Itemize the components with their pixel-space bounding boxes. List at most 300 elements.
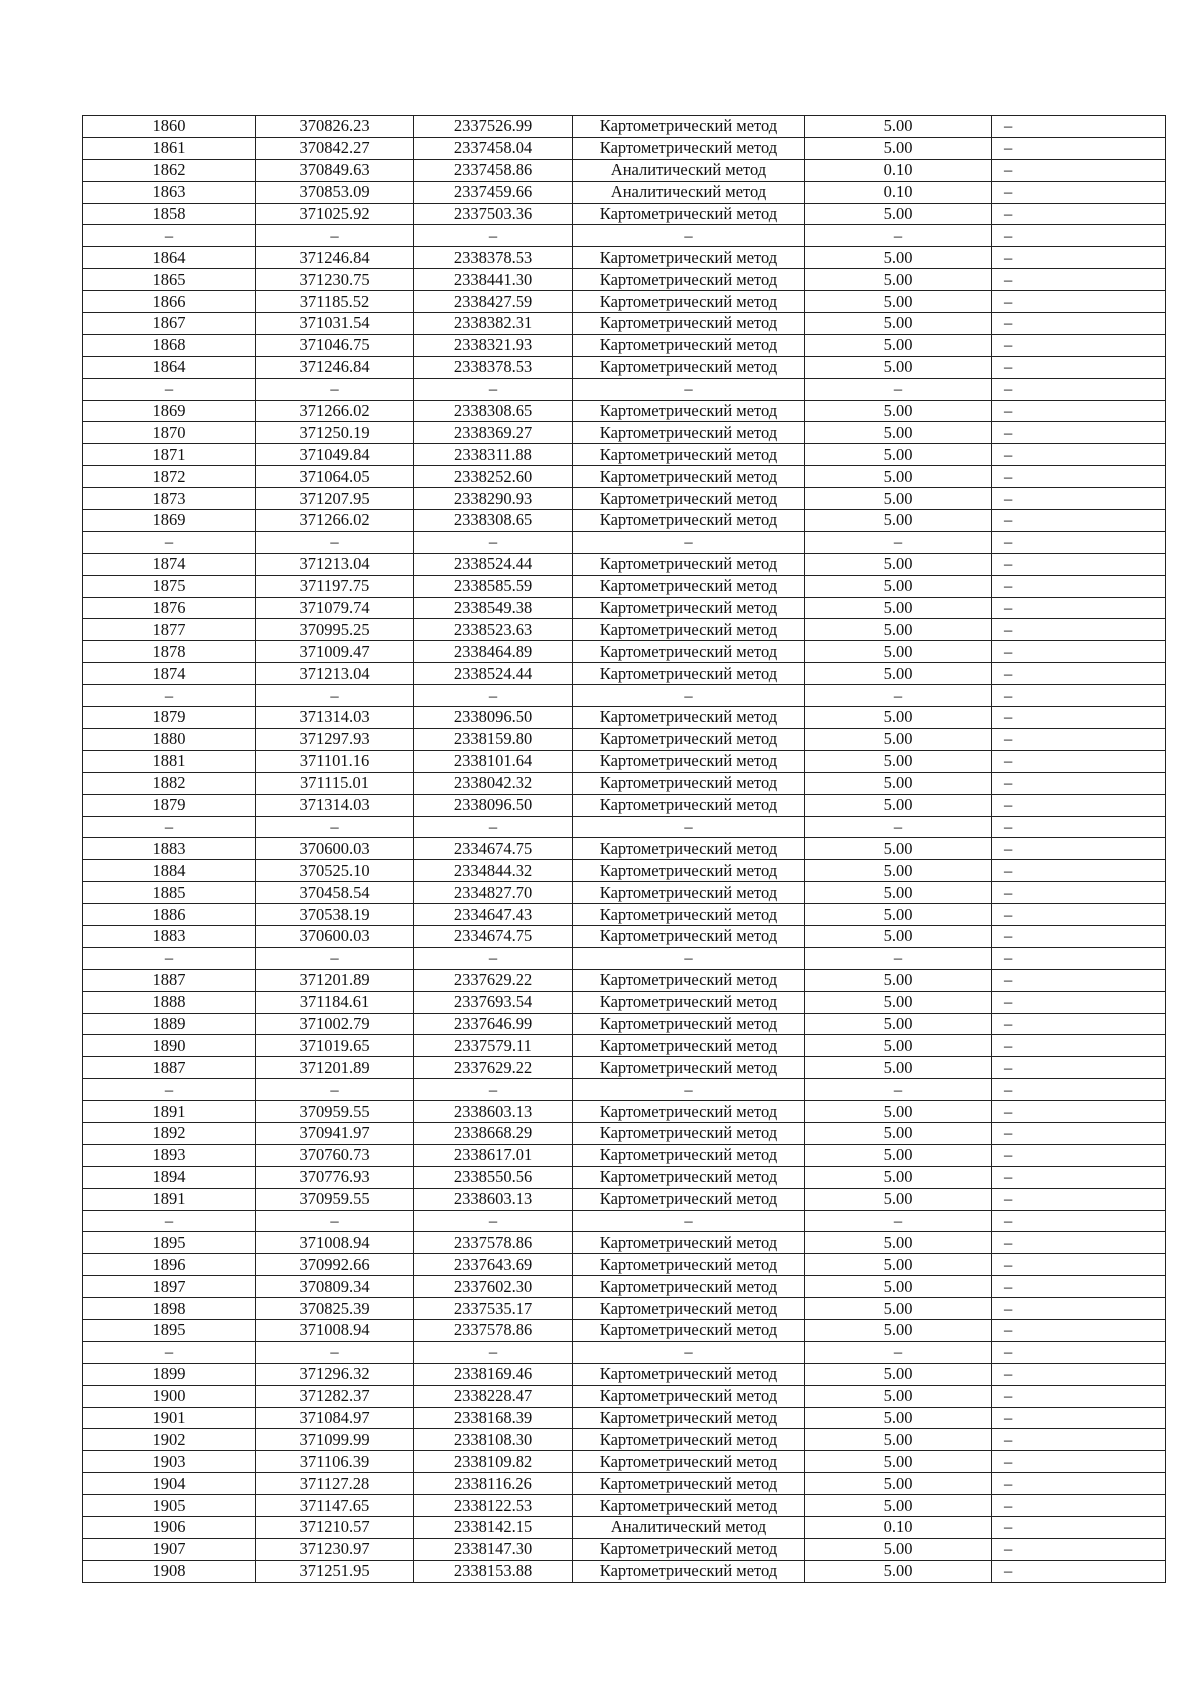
x-coordinate-cell: 370842.27 xyxy=(256,137,414,159)
table-row xyxy=(83,1101,1166,1123)
description-cell: – xyxy=(992,1341,1166,1363)
x-coordinate-cell: 370458.54 xyxy=(256,882,414,904)
description-cell: – xyxy=(992,1451,1166,1473)
point-number-cell: 1871 xyxy=(83,444,256,466)
table-row xyxy=(83,575,1166,597)
y-coordinate-cell: 2338603.13 xyxy=(414,1188,573,1210)
method-cell: Картометрический метод xyxy=(573,772,805,794)
x-coordinate-cell: 370853.09 xyxy=(256,181,414,203)
table-row xyxy=(83,728,1166,750)
table-row xyxy=(83,597,1166,619)
description-cell: – xyxy=(992,619,1166,641)
point-number-cell: – xyxy=(83,531,256,553)
table-row xyxy=(83,1166,1166,1188)
point-number-cell: 1864 xyxy=(83,356,256,378)
table-row xyxy=(83,334,1166,356)
description-cell: – xyxy=(992,772,1166,794)
point-number-cell: 1908 xyxy=(83,1560,256,1582)
point-number-cell: 1883 xyxy=(83,925,256,947)
point-number-cell: 1903 xyxy=(83,1451,256,1473)
description-cell: – xyxy=(992,1319,1166,1341)
description-cell: – xyxy=(992,1363,1166,1385)
x-coordinate-cell: 371099.99 xyxy=(256,1429,414,1451)
y-coordinate-cell: 2334844.32 xyxy=(414,860,573,882)
method-cell: Картометрический метод xyxy=(573,247,805,269)
y-coordinate-cell: 2338311.88 xyxy=(414,444,573,466)
accuracy-cell: 5.00 xyxy=(805,772,992,794)
y-coordinate-cell: – xyxy=(414,947,573,969)
y-coordinate-cell: 2334827.70 xyxy=(414,882,573,904)
description-cell: – xyxy=(992,1538,1166,1560)
x-coordinate-cell: 370959.55 xyxy=(256,1188,414,1210)
y-coordinate-cell: – xyxy=(414,816,573,838)
point-number-cell: 1900 xyxy=(83,1385,256,1407)
y-coordinate-cell: 2334674.75 xyxy=(414,838,573,860)
point-number-cell: – xyxy=(83,685,256,707)
description-cell: – xyxy=(992,1079,1166,1101)
description-cell: – xyxy=(992,1122,1166,1144)
table-row xyxy=(83,116,1166,138)
x-coordinate-cell: 371106.39 xyxy=(256,1451,414,1473)
point-number-cell: 1872 xyxy=(83,466,256,488)
method-cell: Картометрический метод xyxy=(573,1385,805,1407)
description-cell: – xyxy=(992,291,1166,313)
point-number-cell: 1879 xyxy=(83,707,256,729)
y-coordinate-cell: 2338524.44 xyxy=(414,663,573,685)
y-coordinate-cell: 2338153.88 xyxy=(414,1560,573,1582)
table-row xyxy=(83,225,1166,247)
x-coordinate-cell: 370941.97 xyxy=(256,1122,414,1144)
y-coordinate-cell: 2337629.22 xyxy=(414,969,573,991)
y-coordinate-cell: 2338523.63 xyxy=(414,619,573,641)
table-row xyxy=(83,1517,1166,1539)
point-number-cell: 1877 xyxy=(83,619,256,641)
method-cell: – xyxy=(573,378,805,400)
accuracy-cell: – xyxy=(805,1341,992,1363)
accuracy-cell: 5.00 xyxy=(805,1385,992,1407)
method-cell: Картометрический метод xyxy=(573,641,805,663)
point-number-cell: 1867 xyxy=(83,313,256,335)
accuracy-cell: 5.00 xyxy=(805,750,992,772)
method-cell: Картометрический метод xyxy=(573,116,805,138)
y-coordinate-cell: 2338159.80 xyxy=(414,728,573,750)
accuracy-cell: 5.00 xyxy=(805,466,992,488)
point-number-cell: 1863 xyxy=(83,181,256,203)
point-number-cell: 1905 xyxy=(83,1495,256,1517)
method-cell: – xyxy=(573,225,805,247)
x-coordinate-cell: 371019.65 xyxy=(256,1035,414,1057)
method-cell: Картометрический метод xyxy=(573,291,805,313)
point-number-cell: 1883 xyxy=(83,838,256,860)
point-number-cell: 1860 xyxy=(83,116,256,138)
x-coordinate-cell: 371213.04 xyxy=(256,553,414,575)
y-coordinate-cell: 2337459.66 xyxy=(414,181,573,203)
accuracy-cell: 5.00 xyxy=(805,1122,992,1144)
accuracy-cell: 5.00 xyxy=(805,1451,992,1473)
accuracy-cell: – xyxy=(805,816,992,838)
table-row xyxy=(83,553,1166,575)
accuracy-cell: 5.00 xyxy=(805,553,992,575)
table-row xyxy=(83,1538,1166,1560)
method-cell: – xyxy=(573,1079,805,1101)
x-coordinate-cell: 370992.66 xyxy=(256,1254,414,1276)
table-row xyxy=(83,313,1166,335)
table-row xyxy=(83,1254,1166,1276)
x-coordinate-cell: 371046.75 xyxy=(256,334,414,356)
description-cell: – xyxy=(992,1035,1166,1057)
method-cell: Картометрический метод xyxy=(573,1188,805,1210)
accuracy-cell: 5.00 xyxy=(805,1166,992,1188)
x-coordinate-cell: 371009.47 xyxy=(256,641,414,663)
coordinates-table-body xyxy=(83,116,1166,1583)
method-cell: Картометрический метод xyxy=(573,1122,805,1144)
accuracy-cell: 5.00 xyxy=(805,1101,992,1123)
accuracy-cell: 5.00 xyxy=(805,1144,992,1166)
accuracy-cell: 5.00 xyxy=(805,510,992,532)
point-number-cell: 1897 xyxy=(83,1276,256,1298)
x-coordinate-cell: 371314.03 xyxy=(256,794,414,816)
point-number-cell: 1879 xyxy=(83,794,256,816)
method-cell: Картометрический метод xyxy=(573,313,805,335)
x-coordinate-cell: 371246.84 xyxy=(256,247,414,269)
accuracy-cell: 5.00 xyxy=(805,1560,992,1582)
point-number-cell: 1896 xyxy=(83,1254,256,1276)
table-row xyxy=(83,1057,1166,1079)
accuracy-cell: 5.00 xyxy=(805,444,992,466)
y-coordinate-cell: 2338122.53 xyxy=(414,1495,573,1517)
method-cell: Аналитический метод xyxy=(573,159,805,181)
method-cell: – xyxy=(573,1210,805,1232)
x-coordinate-cell: 371282.37 xyxy=(256,1385,414,1407)
table-row xyxy=(83,969,1166,991)
method-cell: Картометрический метод xyxy=(573,1166,805,1188)
x-coordinate-cell: 371101.16 xyxy=(256,750,414,772)
accuracy-cell: 5.00 xyxy=(805,1473,992,1495)
accuracy-cell: 0.10 xyxy=(805,1517,992,1539)
x-coordinate-cell: 371250.19 xyxy=(256,422,414,444)
table-row xyxy=(83,1363,1166,1385)
x-coordinate-cell: 370538.19 xyxy=(256,904,414,926)
x-coordinate-cell: 371207.95 xyxy=(256,488,414,510)
description-cell: – xyxy=(992,247,1166,269)
method-cell: Картометрический метод xyxy=(573,510,805,532)
table-row xyxy=(83,816,1166,838)
method-cell: Картометрический метод xyxy=(573,838,805,860)
y-coordinate-cell: – xyxy=(414,1341,573,1363)
y-coordinate-cell: – xyxy=(414,378,573,400)
y-coordinate-cell: 2337535.17 xyxy=(414,1298,573,1320)
table-row xyxy=(83,794,1166,816)
x-coordinate-cell: 370776.93 xyxy=(256,1166,414,1188)
description-cell: – xyxy=(992,181,1166,203)
description-cell: – xyxy=(992,575,1166,597)
accuracy-cell: – xyxy=(805,685,992,707)
point-number-cell: 1869 xyxy=(83,400,256,422)
point-number-cell: 1874 xyxy=(83,553,256,575)
method-cell: Картометрический метод xyxy=(573,422,805,444)
x-coordinate-cell: 370760.73 xyxy=(256,1144,414,1166)
method-cell: Картометрический метод xyxy=(573,794,805,816)
point-number-cell: 1889 xyxy=(83,1013,256,1035)
description-cell: – xyxy=(992,860,1166,882)
point-number-cell: 1865 xyxy=(83,269,256,291)
description-cell: – xyxy=(992,1144,1166,1166)
point-number-cell: 1888 xyxy=(83,991,256,1013)
description-cell: – xyxy=(992,422,1166,444)
accuracy-cell: 5.00 xyxy=(805,1407,992,1429)
description-cell: – xyxy=(992,947,1166,969)
description-cell: – xyxy=(992,663,1166,685)
x-coordinate-cell: – xyxy=(256,1079,414,1101)
point-number-cell: 1901 xyxy=(83,1407,256,1429)
x-coordinate-cell: 371297.93 xyxy=(256,728,414,750)
y-coordinate-cell: – xyxy=(414,685,573,707)
table-row xyxy=(83,400,1166,422)
accuracy-cell: 5.00 xyxy=(805,1319,992,1341)
accuracy-cell: 5.00 xyxy=(805,904,992,926)
description-cell: – xyxy=(992,1188,1166,1210)
description-cell: – xyxy=(992,1057,1166,1079)
point-number-cell: 1858 xyxy=(83,203,256,225)
y-coordinate-cell: 2334647.43 xyxy=(414,904,573,926)
y-coordinate-cell: 2337526.99 xyxy=(414,116,573,138)
y-coordinate-cell: 2334674.75 xyxy=(414,925,573,947)
description-cell: – xyxy=(992,707,1166,729)
accuracy-cell: 5.00 xyxy=(805,641,992,663)
y-coordinate-cell: 2337693.54 xyxy=(414,991,573,1013)
method-cell: Картометрический метод xyxy=(573,1473,805,1495)
description-cell: – xyxy=(992,269,1166,291)
point-number-cell: 1884 xyxy=(83,860,256,882)
x-coordinate-cell: 371064.05 xyxy=(256,466,414,488)
method-cell: Картометрический метод xyxy=(573,137,805,159)
point-number-cell: 1894 xyxy=(83,1166,256,1188)
table-row xyxy=(83,466,1166,488)
method-cell: Картометрический метод xyxy=(573,444,805,466)
method-cell: Картометрический метод xyxy=(573,356,805,378)
method-cell: Картометрический метод xyxy=(573,904,805,926)
table-row xyxy=(83,707,1166,729)
description-cell: – xyxy=(992,838,1166,860)
description-cell: – xyxy=(992,991,1166,1013)
method-cell: Картометрический метод xyxy=(573,597,805,619)
description-cell: – xyxy=(992,137,1166,159)
y-coordinate-cell: 2338369.27 xyxy=(414,422,573,444)
y-coordinate-cell: 2337458.04 xyxy=(414,137,573,159)
accuracy-cell: – xyxy=(805,1079,992,1101)
description-cell: – xyxy=(992,378,1166,400)
description-cell: – xyxy=(992,313,1166,335)
y-coordinate-cell: 2338549.38 xyxy=(414,597,573,619)
description-cell: – xyxy=(992,1101,1166,1123)
description-cell: – xyxy=(992,466,1166,488)
table-row xyxy=(83,619,1166,641)
point-number-cell: 1895 xyxy=(83,1232,256,1254)
table-row xyxy=(83,1341,1166,1363)
accuracy-cell: 5.00 xyxy=(805,247,992,269)
x-coordinate-cell: – xyxy=(256,1341,414,1363)
point-number-cell: – xyxy=(83,816,256,838)
description-cell: – xyxy=(992,597,1166,619)
x-coordinate-cell: – xyxy=(256,685,414,707)
table-row xyxy=(83,1407,1166,1429)
x-coordinate-cell: 371084.97 xyxy=(256,1407,414,1429)
point-number-cell: – xyxy=(83,378,256,400)
accuracy-cell: – xyxy=(805,947,992,969)
accuracy-cell: 5.00 xyxy=(805,1188,992,1210)
method-cell: Картометрический метод xyxy=(573,1407,805,1429)
y-coordinate-cell: 2338142.15 xyxy=(414,1517,573,1539)
point-number-cell: – xyxy=(83,1210,256,1232)
method-cell: Картометрический метод xyxy=(573,860,805,882)
description-cell: – xyxy=(992,203,1166,225)
point-number-cell: 1870 xyxy=(83,422,256,444)
description-cell: – xyxy=(992,969,1166,991)
point-number-cell: 1886 xyxy=(83,904,256,926)
description-cell: – xyxy=(992,1166,1166,1188)
y-coordinate-cell: 2338378.53 xyxy=(414,247,573,269)
description-cell: – xyxy=(992,1495,1166,1517)
x-coordinate-cell: – xyxy=(256,947,414,969)
method-cell: Картометрический метод xyxy=(573,334,805,356)
table-row xyxy=(83,838,1166,860)
y-coordinate-cell: 2338617.01 xyxy=(414,1144,573,1166)
table-row xyxy=(83,860,1166,882)
x-coordinate-cell: – xyxy=(256,378,414,400)
description-cell: – xyxy=(992,728,1166,750)
method-cell: Картометрический метод xyxy=(573,750,805,772)
table-row xyxy=(83,444,1166,466)
x-coordinate-cell: 370959.55 xyxy=(256,1101,414,1123)
point-number-cell: 1882 xyxy=(83,772,256,794)
accuracy-cell: 5.00 xyxy=(805,838,992,860)
description-cell: – xyxy=(992,1560,1166,1582)
description-cell: – xyxy=(992,1298,1166,1320)
y-coordinate-cell: 2338550.56 xyxy=(414,1166,573,1188)
accuracy-cell: 5.00 xyxy=(805,1057,992,1079)
point-number-cell: 1890 xyxy=(83,1035,256,1057)
x-coordinate-cell: 371127.28 xyxy=(256,1473,414,1495)
accuracy-cell: 5.00 xyxy=(805,619,992,641)
y-coordinate-cell: 2338168.39 xyxy=(414,1407,573,1429)
x-coordinate-cell: – xyxy=(256,816,414,838)
description-cell: – xyxy=(992,750,1166,772)
method-cell: – xyxy=(573,685,805,707)
point-number-cell: – xyxy=(83,1079,256,1101)
y-coordinate-cell: 2338668.29 xyxy=(414,1122,573,1144)
method-cell: Картометрический метод xyxy=(573,269,805,291)
y-coordinate-cell: 2337578.86 xyxy=(414,1319,573,1341)
y-coordinate-cell: 2338252.60 xyxy=(414,466,573,488)
point-number-cell: 1880 xyxy=(83,728,256,750)
table-row xyxy=(83,1276,1166,1298)
x-coordinate-cell: 371230.97 xyxy=(256,1538,414,1560)
x-coordinate-cell: 371246.84 xyxy=(256,356,414,378)
point-number-cell: 1868 xyxy=(83,334,256,356)
x-coordinate-cell: 370995.25 xyxy=(256,619,414,641)
method-cell: Картометрический метод xyxy=(573,1276,805,1298)
accuracy-cell: 5.00 xyxy=(805,728,992,750)
x-coordinate-cell: 371184.61 xyxy=(256,991,414,1013)
table-row xyxy=(83,510,1166,532)
method-cell: Картометрический метод xyxy=(573,553,805,575)
method-cell: – xyxy=(573,531,805,553)
method-cell: Картометрический метод xyxy=(573,1101,805,1123)
method-cell: – xyxy=(573,947,805,969)
x-coordinate-cell: – xyxy=(256,1210,414,1232)
y-coordinate-cell: 2338096.50 xyxy=(414,707,573,729)
table-row xyxy=(83,947,1166,969)
point-number-cell: 1885 xyxy=(83,882,256,904)
table-row xyxy=(83,641,1166,663)
accuracy-cell: 5.00 xyxy=(805,422,992,444)
accuracy-cell: 5.00 xyxy=(805,1254,992,1276)
x-coordinate-cell: 371251.95 xyxy=(256,1560,414,1582)
method-cell: – xyxy=(573,816,805,838)
table-row xyxy=(83,1298,1166,1320)
table-row xyxy=(83,422,1166,444)
method-cell: Картометрический метод xyxy=(573,1013,805,1035)
point-number-cell: 1876 xyxy=(83,597,256,619)
table-row xyxy=(83,356,1166,378)
method-cell: Картометрический метод xyxy=(573,1538,805,1560)
table-row xyxy=(83,269,1166,291)
x-coordinate-cell: 370849.63 xyxy=(256,159,414,181)
point-number-cell: – xyxy=(83,947,256,969)
x-coordinate-cell: 371115.01 xyxy=(256,772,414,794)
point-number-cell: 1891 xyxy=(83,1101,256,1123)
point-number-cell: 1881 xyxy=(83,750,256,772)
x-coordinate-cell: 371201.89 xyxy=(256,969,414,991)
method-cell: Аналитический метод xyxy=(573,181,805,203)
table-row xyxy=(83,1473,1166,1495)
y-coordinate-cell: – xyxy=(414,1079,573,1101)
method-cell: Картометрический метод xyxy=(573,1363,805,1385)
x-coordinate-cell: 371201.89 xyxy=(256,1057,414,1079)
y-coordinate-cell: 2338382.31 xyxy=(414,313,573,335)
description-cell: – xyxy=(992,1232,1166,1254)
accuracy-cell: 5.00 xyxy=(805,991,992,1013)
accuracy-cell: 5.00 xyxy=(805,203,992,225)
y-coordinate-cell: – xyxy=(414,531,573,553)
y-coordinate-cell: 2337629.22 xyxy=(414,1057,573,1079)
table-row xyxy=(83,488,1166,510)
description-cell: – xyxy=(992,334,1166,356)
accuracy-cell: 5.00 xyxy=(805,882,992,904)
accuracy-cell: 5.00 xyxy=(805,1538,992,1560)
table-row xyxy=(83,1122,1166,1144)
accuracy-cell: 5.00 xyxy=(805,597,992,619)
description-cell: – xyxy=(992,904,1166,926)
table-row xyxy=(83,904,1166,926)
table-row xyxy=(83,137,1166,159)
y-coordinate-cell: 2338147.30 xyxy=(414,1538,573,1560)
method-cell: Картометрический метод xyxy=(573,1254,805,1276)
table-row xyxy=(83,247,1166,269)
method-cell: Картометрический метод xyxy=(573,1298,805,1320)
description-cell: – xyxy=(992,488,1166,510)
table-row xyxy=(83,663,1166,685)
table-row xyxy=(83,1319,1166,1341)
description-cell: – xyxy=(992,510,1166,532)
description-cell: – xyxy=(992,1517,1166,1539)
description-cell: – xyxy=(992,816,1166,838)
description-cell: – xyxy=(992,1210,1166,1232)
method-cell: Картометрический метод xyxy=(573,1144,805,1166)
description-cell: – xyxy=(992,1407,1166,1429)
method-cell: Картометрический метод xyxy=(573,707,805,729)
x-coordinate-cell: 371213.04 xyxy=(256,663,414,685)
